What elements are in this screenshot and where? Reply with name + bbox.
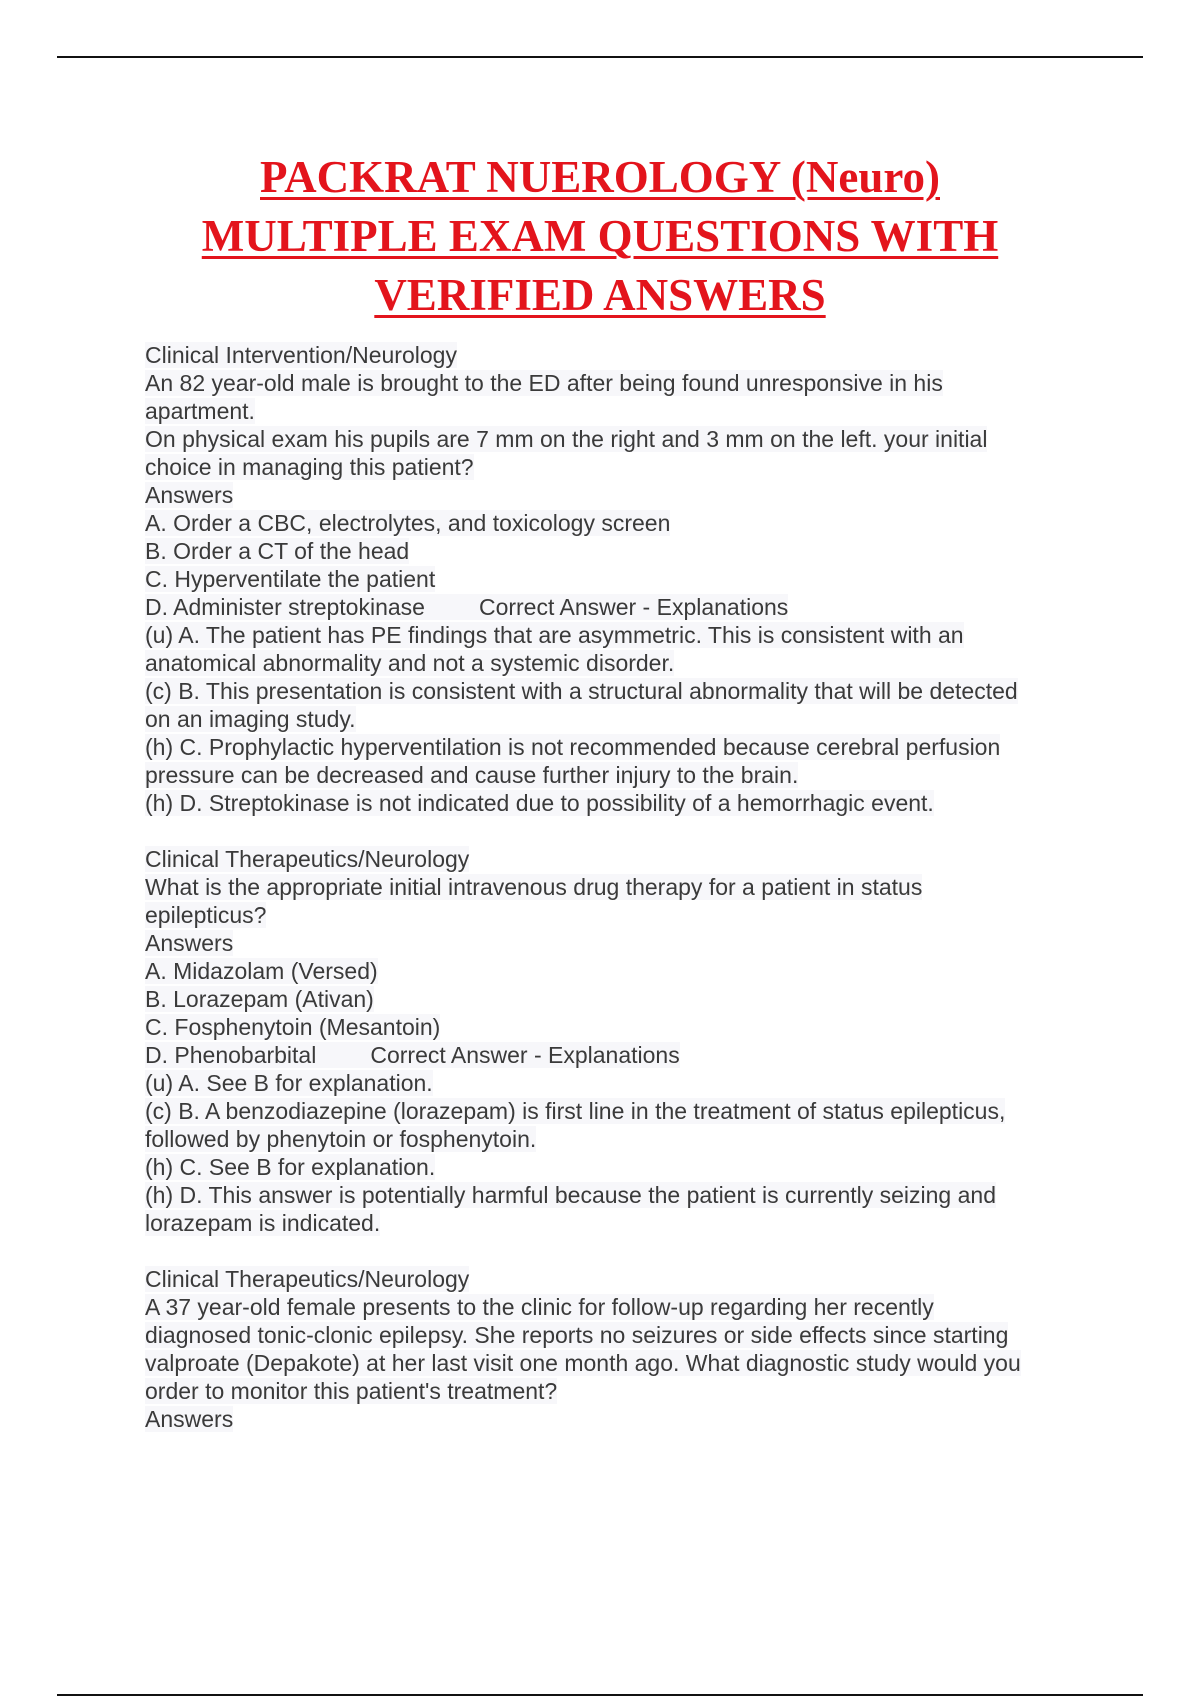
explanation-line: (h) D. Streptokinase is not indicated due to possibility of a hemorrhagic event.	[145, 790, 934, 816]
answer-option: A. Order a CBC, electrolytes, and toxicology screen	[145, 510, 671, 536]
question-stem-line: epilepticus?	[145, 902, 267, 928]
answers-label: Answers	[145, 482, 234, 508]
explanation-line: (u) A. See B for explanation.	[145, 1070, 433, 1096]
question-category: Clinical Therapeutics/Neurology	[145, 1266, 470, 1292]
explanation-line: (h) C. Prophylactic hyperventilation is not recommended because cerebral perfusion	[145, 734, 1001, 760]
question-block	[145, 341, 1085, 817]
question-stem-line: choice in managing this patient?	[145, 454, 474, 480]
question-stem-line: diagnosed tonic-clonic epilepsy. She reports no seizures or side effects since starting	[145, 1322, 1009, 1348]
answer-option: A. Midazolam (Versed)	[145, 958, 378, 984]
explanation-line: pressure can be decreased and cause further injury to the brain.	[145, 762, 799, 788]
explanation-line: anatomical abnormality and not a systemic disorder.	[145, 650, 675, 676]
question-stem-line: On physical exam his pupils are 7 mm on the right and 3 mm on the left. your initial	[145, 426, 988, 452]
question-content	[145, 341, 1085, 1433]
answer-option: D. Phenobarbital	[145, 1042, 317, 1068]
explanation-line: (c) B. A benzodiazepine (lorazepam) is first line in the treatment of status epilepticus,	[145, 1098, 1006, 1124]
explanation-line: (c) B. This presentation is consistent with a structural abnormality that will be detected	[145, 678, 1018, 704]
question-block	[145, 1265, 1085, 1433]
top-rule	[57, 56, 1143, 58]
answers-label: Answers	[145, 1406, 234, 1432]
answer-option: C. Hyperventilate the patient	[145, 566, 436, 592]
explanation-line: followed by phenytoin or fosphenytoin.	[145, 1126, 537, 1152]
question-stem-line: valproate (Depakote) at her last visit one month ago. What diagnostic study would you	[145, 1350, 1021, 1376]
bottom-rule	[57, 1694, 1143, 1696]
question-stem-line: apartment.	[145, 398, 255, 424]
correct-answer-label: Correct Answer - Explanations	[478, 594, 789, 620]
answer-option: C. Fosphenytoin (Mesantoin)	[145, 1014, 441, 1040]
question-block	[145, 845, 1085, 1237]
correct-answer-label: Correct Answer - Explanations	[370, 1042, 680, 1068]
answer-option: B. Order a CT of the head	[145, 538, 410, 564]
question-stem-line: A 37 year-old female presents to the clinic for follow-up regarding her recently	[145, 1294, 934, 1320]
answer-option: D. Administer streptokinase	[145, 594, 425, 620]
answers-label: Answers	[145, 930, 234, 956]
question-category: Clinical Therapeutics/Neurology	[145, 846, 470, 872]
explanation-line: (h) D. This answer is potentially harmful because the patient is currently seizing and	[145, 1182, 996, 1208]
title-line-2: MULTIPLE EXAM QUESTIONS WITH	[201, 211, 999, 261]
answer-option: B. Lorazepam (Ativan)	[145, 986, 374, 1012]
question-stem-line: What is the appropriate initial intravenous drug therapy for a patient in status	[145, 874, 923, 900]
explanation-line: lorazepam is indicated.	[145, 1210, 381, 1236]
question-stem-line: An 82 year-old male is brought to the ED after being found unresponsive in his	[145, 370, 943, 396]
explanation-line: (h) C. See B for explanation.	[145, 1154, 436, 1180]
title-line-3: VERIFIED ANSWERS	[374, 270, 826, 320]
title-line-1: PACKRAT NUEROLOGY (Neuro)	[260, 152, 940, 202]
question-stem-line: order to monitor this patient's treatment?	[145, 1378, 558, 1404]
explanation-line: on an imaging study.	[145, 706, 356, 732]
question-category: Clinical Intervention/Neurology	[145, 342, 457, 368]
explanation-line: (u) A. The patient has PE findings that are asymmetric. This is consistent with an	[145, 622, 964, 648]
document-title	[60, 148, 1140, 325]
